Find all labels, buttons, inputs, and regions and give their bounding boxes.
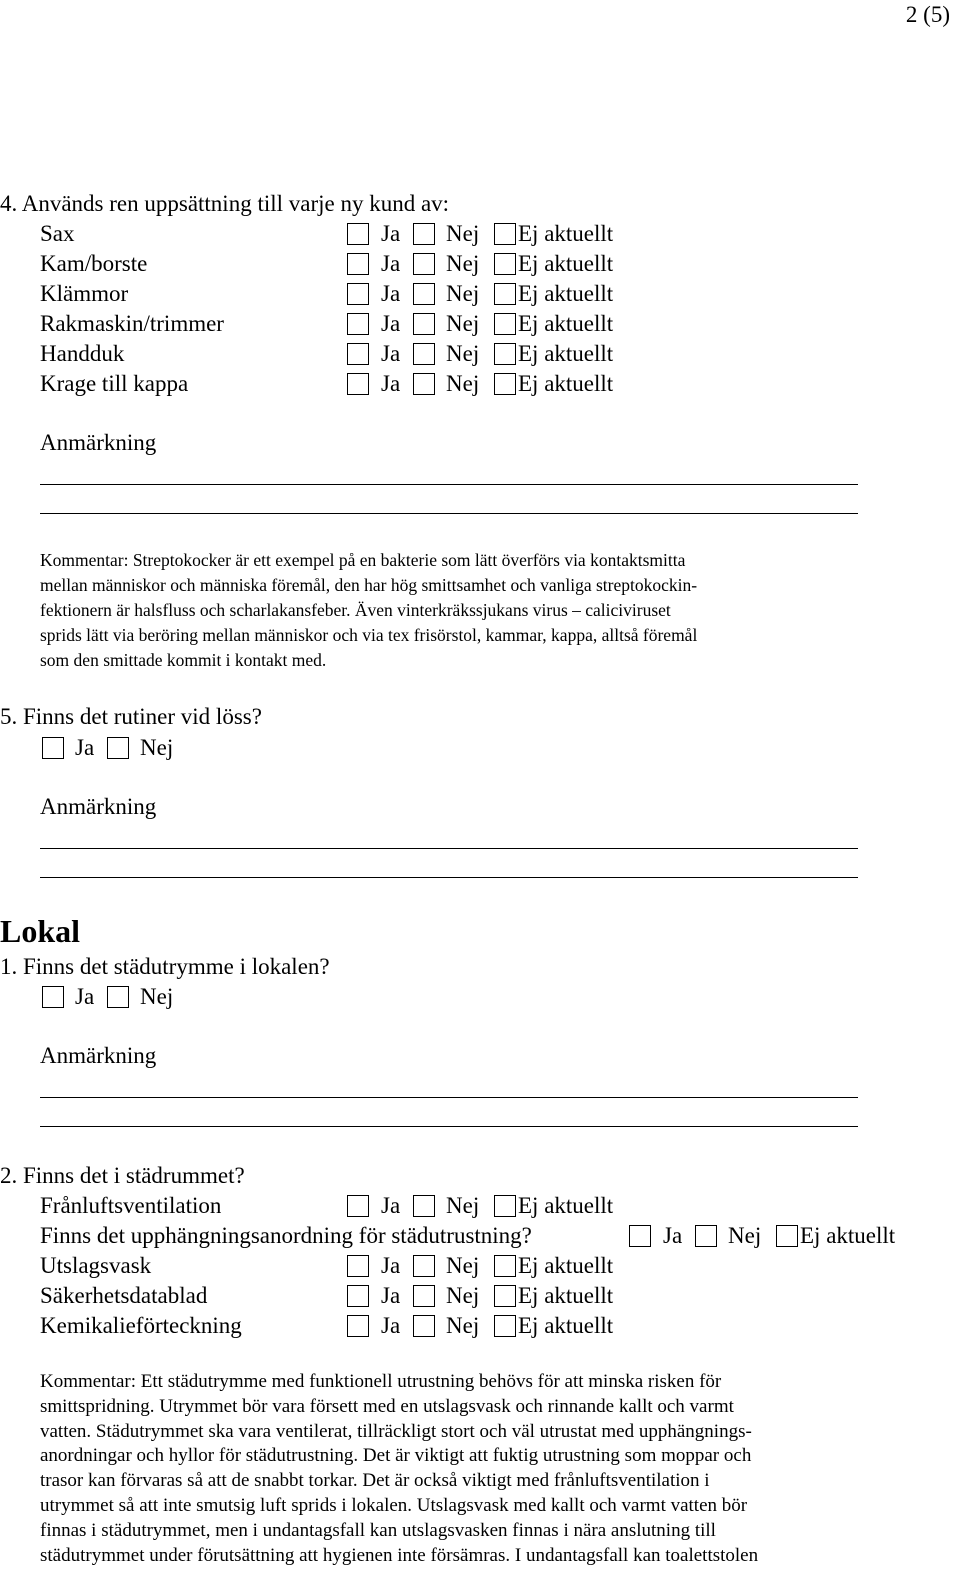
checkbox-nej[interactable] [413,1195,435,1217]
checkbox-ej-aktuellt[interactable] [494,373,516,395]
remark-label: Anmärkning [40,430,157,455]
option-nej-label: Nej [728,1223,762,1248]
item-label: Rakmaskin/trimmer [40,311,224,336]
list-item [0,1191,960,1221]
option-nej-label: Nej [446,1193,480,1218]
option-ej-aktuellt-label: Ej aktuellt [518,371,614,396]
checkbox-ej-aktuellt[interactable] [494,223,516,245]
checkbox-ej-aktuellt[interactable] [494,1195,516,1217]
item-label: Finns det upphängningsanordning för städutrustning? [40,1223,532,1248]
checkbox-ja[interactable] [347,343,369,365]
option-nej-label: Nej [446,1283,480,1308]
checkbox-nej[interactable] [413,1255,435,1277]
checkbox-nej[interactable] [107,986,129,1008]
comment-line: sprids lätt via beröring mellan människor och via tex frisörstol, kammar, kappa, alltså föremål [40,625,698,645]
list-item [0,1221,960,1251]
option-ja-label: Ja [75,735,95,760]
checkbox-ja[interactable] [42,737,64,759]
checkbox-ej-aktuellt[interactable] [776,1225,798,1247]
item-label: Utslagsvask [40,1253,152,1278]
option-ja-label: Ja [381,1283,401,1308]
checkbox-nej[interactable] [413,1285,435,1307]
list-item [0,279,960,309]
option-ja-label: Ja [75,984,95,1009]
checkbox-ja[interactable] [347,1315,369,1337]
comment-line: Kommentar: Ett städutrymme med funktionell utrustning behövs för att minska risken för [40,1371,722,1392]
option-nej-label: Nej [446,341,480,366]
remark-line[interactable] [40,1097,858,1098]
remark-label: Anmärkning [40,794,157,819]
checkbox-nej[interactable] [107,737,129,759]
checkbox-ja[interactable] [347,1285,369,1307]
remark-label: Anmärkning [40,1043,157,1068]
comment-paragraph [40,548,870,673]
option-ja-label: Ja [381,1193,401,1218]
option-ja-label: Ja [381,251,401,276]
checkbox-ej-aktuellt[interactable] [494,313,516,335]
checkbox-ja[interactable] [347,373,369,395]
list-item [0,309,960,339]
item-label: Kam/borste [40,251,148,276]
checkbox-ja[interactable] [347,313,369,335]
option-nej-label: Nej [446,1313,480,1338]
option-ja-label: Ja [381,221,401,246]
option-ej-aktuellt-label: Ej aktuellt [800,1223,896,1248]
page-number: 2 (5) [905,2,950,27]
option-ej-aktuellt-label: Ej aktuellt [518,311,614,336]
comment-line: fektionern är halsfluss och scharlakansfeber. Även vinterkräkssjukans virus – caliciviruset [40,600,671,620]
checkbox-ja[interactable] [347,1195,369,1217]
checkbox-nej[interactable] [413,283,435,305]
list-item [0,339,960,369]
comment-line: trasor kan förvaras så att de snabbt torkar. Det är också viktigt med frånluftsventilation i [40,1470,710,1492]
option-nej-label: Nej [446,281,480,306]
item-label: Säkerhetsdatablad [40,1283,208,1308]
question-lokal-2: 2. Finns det i städrummet? [0,1163,245,1188]
checkbox-nej[interactable] [413,313,435,335]
checkbox-nej[interactable] [413,253,435,275]
question-4: 4. Används ren uppsättning till varje ny kund av: [0,191,450,216]
checkbox-ja[interactable] [42,986,64,1008]
comment-line: finnas i städutrymmet, men i undantagsfall kan utslagsvasken finnas i nära anslutning till [40,1519,716,1541]
comment-line: Kommentar: Streptokocker är ett exempel på en bakterie som lätt överförs via kontaktsmitta [40,550,686,570]
option-ej-aktuellt-label: Ej aktuellt [518,1283,614,1308]
option-nej-label: Nej [140,735,174,760]
checkbox-ja[interactable] [347,253,369,275]
checkbox-nej[interactable] [413,373,435,395]
checkbox-nej[interactable] [413,1315,435,1337]
option-ej-aktuellt-label: Ej aktuellt [518,1253,614,1278]
list-item [0,1251,960,1281]
comment-line: vatten. Städutrymmet ska vara ventilerat, tillräckligt stort och väl utrustat med upphängnings- [40,1420,752,1442]
comment-line: som den smittade kommit i kontakt med. [40,650,327,670]
option-ja-label: Ja [381,311,401,336]
checkbox-ej-aktuellt[interactable] [494,1255,516,1277]
option-ja-label: Ja [381,341,401,366]
option-ej-aktuellt-label: Ej aktuellt [518,1193,614,1218]
checkbox-ja[interactable] [629,1225,651,1247]
checkbox-ej-aktuellt[interactable] [494,343,516,365]
checkbox-ej-aktuellt[interactable] [494,1315,516,1337]
checkbox-nej[interactable] [413,343,435,365]
remark-line[interactable] [40,484,858,485]
checkbox-ja[interactable] [347,1255,369,1277]
option-ja-label: Ja [381,1253,401,1278]
question-5: 5. Finns det rutiner vid löss? [0,704,262,729]
item-label: Handduk [40,341,125,366]
remark-line[interactable] [40,877,858,878]
answer-row [0,733,960,763]
item-label: Krage till kappa [40,371,189,396]
comment-line: smittspridning. Utrymmet bör vara försett med en utslagsvask och rinnande kallt och varmt [40,1395,734,1417]
section-heading: Lokal [0,913,81,949]
checkbox-ej-aktuellt[interactable] [494,253,516,275]
option-ja-label: Ja [663,1223,683,1248]
question-lokal-1: 1. Finns det städutrymme i lokalen? [0,954,330,979]
option-nej-label: Nej [446,311,480,336]
list-item [0,219,960,249]
item-label: Frånluftsventilation [40,1193,222,1218]
remark-line[interactable] [40,513,858,514]
option-ej-aktuellt-label: Ej aktuellt [518,281,614,306]
remark-line[interactable] [40,848,858,849]
comment-line: anordningar och hyllor för städutrustning. Det är viktigt att fuktig utrustning som moppar och [40,1445,752,1467]
comment-line: mellan människor och människa föremål, den har hög smittsamhet och vanliga streptokockin- [40,575,698,595]
option-ja-label: Ja [381,371,401,396]
item-label: Klämmor [40,281,129,306]
checkbox-ej-aktuellt[interactable] [494,1285,516,1307]
checkbox-ja[interactable] [347,283,369,305]
option-ej-aktuellt-label: Ej aktuellt [518,341,614,366]
checkbox-nej[interactable] [413,223,435,245]
comment-line: utrymmet så att inte smutsig luft sprids i lokalen. Utslagsvask med kallt och varmt vatten bör [40,1494,748,1516]
checkbox-nej[interactable] [695,1225,717,1247]
option-ja-label: Ja [381,281,401,306]
option-ej-aktuellt-label: Ej aktuellt [518,1313,614,1338]
item-label: Sax [40,221,75,246]
checkbox-ej-aktuellt[interactable] [494,283,516,305]
option-ja-label: Ja [381,1313,401,1338]
option-nej-label: Nej [446,1253,480,1278]
option-nej-label: Nej [140,984,174,1009]
answer-row [0,982,960,1012]
option-nej-label: Nej [446,221,480,246]
list-item [0,369,960,399]
remark-line[interactable] [40,1126,858,1127]
list-item [0,249,960,279]
list-item [0,1311,960,1341]
option-ej-aktuellt-label: Ej aktuellt [518,251,614,276]
comment-line: städutrymmet under förutsättning att hygienen inte försämras. I undantagsfall kan toalettstolen [40,1544,759,1566]
item-label: Kemikalieförteckning [40,1313,242,1338]
option-ej-aktuellt-label: Ej aktuellt [518,221,614,246]
option-nej-label: Nej [446,251,480,276]
option-nej-label: Nej [446,371,480,396]
comment-paragraph [40,1370,870,1568]
list-item [0,1281,960,1311]
checkbox-ja[interactable] [347,223,369,245]
